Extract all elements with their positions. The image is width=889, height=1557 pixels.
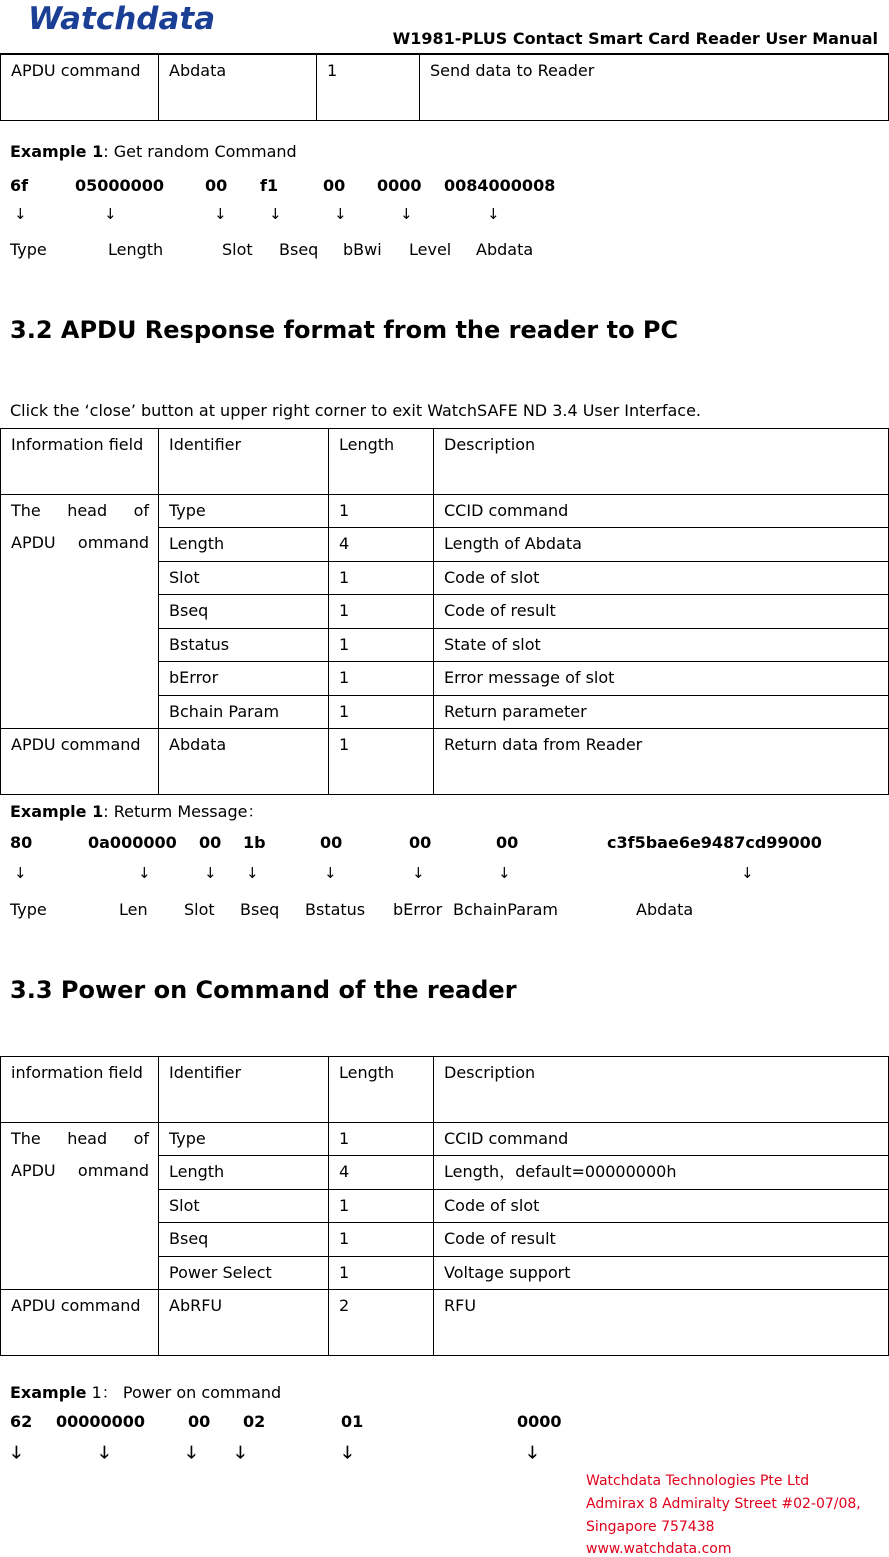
table-cell: 1 xyxy=(329,729,434,795)
footer-company: Watchdata Technologies Pte Ltd xyxy=(586,1473,810,1489)
example-value: 00 xyxy=(323,176,346,195)
table-cell: Code of slot xyxy=(434,1190,889,1223)
table-cell: 1 xyxy=(329,595,434,629)
table-cell: CCID command xyxy=(434,495,889,528)
example-value: 6f xyxy=(10,176,29,195)
group-label: The head of APDU ommand xyxy=(11,1129,149,1180)
example-value: 02 xyxy=(243,1412,266,1431)
table-cell: Code of slot xyxy=(434,562,889,595)
table-cell: Length，default=00000000h xyxy=(434,1156,889,1190)
example-value: 1b xyxy=(243,833,266,852)
table-cell: AbRFU xyxy=(159,1290,329,1356)
table-cell: RFU xyxy=(434,1290,889,1356)
table-header: Length xyxy=(329,429,434,495)
table-cell: State of slot xyxy=(434,629,889,662)
example-text: 1： Power on command xyxy=(86,1383,282,1402)
example-value: f1 xyxy=(260,176,279,195)
table-cell: Send data to Reader xyxy=(420,55,889,121)
example-text: : Returm Message： xyxy=(103,802,264,821)
table-header: information field xyxy=(1,1057,159,1123)
table-cell: 1 xyxy=(317,55,420,121)
section-intro: Click the ‘close’ button at upper right corner to exit WatchSAFE ND 3.4 User Interface. xyxy=(10,401,701,420)
table-cell: 1 xyxy=(329,696,434,729)
table-cell: Slot xyxy=(159,562,329,595)
table-cell: Type xyxy=(159,495,329,528)
table-cell: 1 xyxy=(329,562,434,595)
example-field-name: Type xyxy=(10,240,47,259)
table-cell: Code of result xyxy=(434,595,889,629)
example-field-name: Level xyxy=(409,240,452,259)
footer-website: www.watchdata.com xyxy=(586,1541,732,1557)
table-cell: Type xyxy=(159,1123,329,1156)
down-arrow-icon: ↓ xyxy=(204,864,217,882)
bold-down-arrow-icon: 🡓 xyxy=(12,1443,21,1463)
example-value: 0000 xyxy=(517,1412,562,1431)
example-value: 0a000000 xyxy=(88,833,177,852)
example-field-name: Slot xyxy=(222,240,253,259)
table-cell: 4 xyxy=(329,528,434,562)
down-arrow-icon: ↓ xyxy=(498,864,511,882)
example-value: 05000000 xyxy=(75,176,165,195)
down-arrow-icon: ↓ xyxy=(334,205,347,223)
table-cell: bError xyxy=(159,662,329,696)
table-cell: APDU command xyxy=(1,729,159,795)
example-value: 62 xyxy=(10,1412,33,1431)
example-field-name: Len xyxy=(119,900,148,919)
manual-title: W1981-PLUS Contact Smart Card Reader User Manual xyxy=(392,29,878,48)
table-row xyxy=(1,729,889,795)
table-cell: 1 xyxy=(329,1223,434,1257)
down-arrow-icon: ↓ xyxy=(412,864,425,882)
example-label: Example 1 xyxy=(10,802,104,821)
table-header: Description xyxy=(434,1057,889,1123)
table-header: Length xyxy=(329,1057,434,1123)
table-row xyxy=(1,1123,889,1156)
example-field-name: Bseq xyxy=(240,900,280,919)
example-field-name: bBwi xyxy=(343,240,382,259)
down-arrow-icon: ↓ xyxy=(400,205,413,223)
example-text: : Get random Command xyxy=(103,142,297,161)
example-2-caption xyxy=(10,799,263,822)
down-arrow-icon: ↓ xyxy=(487,205,500,223)
table-header-row xyxy=(1,1057,889,1123)
table-cell: Length xyxy=(159,528,329,562)
table-cell: APDU command xyxy=(1,55,159,121)
table-cell: 1 xyxy=(329,629,434,662)
footer-city: Singapore 757438 xyxy=(586,1519,715,1535)
example-value: 0000 xyxy=(377,176,422,195)
table-cell: Slot xyxy=(159,1190,329,1223)
table-header: Information field xyxy=(1,429,159,495)
table-cell: Bstatus xyxy=(159,629,329,662)
example-field-name: Abdata xyxy=(636,900,694,919)
table-header: Identifier xyxy=(159,1057,329,1123)
example-field-name: Length xyxy=(108,240,164,259)
table-cell: Bchain Param xyxy=(159,696,329,729)
down-arrow-icon: ↓ xyxy=(14,205,27,223)
table-cell: 1 xyxy=(329,1257,434,1290)
bold-down-arrow-icon: 🡓 xyxy=(187,1443,196,1463)
example-value: 00 xyxy=(205,176,228,195)
watchdata-logo xyxy=(28,2,264,36)
example-value: 00000000 xyxy=(56,1412,146,1431)
table-cell: Bseq xyxy=(159,1223,329,1257)
table-header-row xyxy=(1,429,889,495)
footer-address: Admirax 8 Admiralty Street #02-07/08, xyxy=(586,1496,861,1512)
example-value: c3f5bae6e9487cd99000 xyxy=(607,833,822,852)
table-cell: Error message of slot xyxy=(434,662,889,696)
table-cell: 1 xyxy=(329,1190,434,1223)
example-3-caption xyxy=(10,1380,281,1403)
bold-down-arrow-icon: 🡓 xyxy=(100,1443,109,1463)
table-cell: 1 xyxy=(329,1123,434,1156)
example-label: Example 1 xyxy=(10,142,104,161)
table-cell: Code of result xyxy=(434,1223,889,1257)
table-cell: CCID command xyxy=(434,1123,889,1156)
down-arrow-icon: ↓ xyxy=(214,205,227,223)
response-format-table xyxy=(0,428,889,795)
table-row xyxy=(1,495,889,528)
example-field-name: Bstatus xyxy=(305,900,366,919)
group-label-cell xyxy=(1,1123,159,1290)
example-value: 00 xyxy=(320,833,343,852)
down-arrow-icon: ↓ xyxy=(741,864,754,882)
example-field-name: Type xyxy=(10,900,47,919)
example-value: 00 xyxy=(409,833,432,852)
bold-down-arrow-icon: 🡓 xyxy=(528,1443,537,1463)
table-cell: 4 xyxy=(329,1156,434,1190)
example-value: 01 xyxy=(341,1412,364,1431)
table-cell: Bseq xyxy=(159,595,329,629)
down-arrow-icon: ↓ xyxy=(14,864,27,882)
table-cell: 1 xyxy=(329,495,434,528)
table-header: Description xyxy=(434,429,889,495)
table-cell: Return data from Reader xyxy=(434,729,889,795)
apdu-command-table-end xyxy=(0,54,889,121)
table-cell: Length of Abdata xyxy=(434,528,889,562)
group-label: The head of APDU ommand xyxy=(11,501,149,552)
table-cell: Length xyxy=(159,1156,329,1190)
example-value: 80 xyxy=(10,833,33,852)
example-field-name: Abdata xyxy=(476,240,534,259)
down-arrow-icon: ↓ xyxy=(246,864,259,882)
example-value: 00 xyxy=(188,1412,211,1431)
power-on-table xyxy=(0,1056,889,1356)
down-arrow-icon: ↓ xyxy=(104,205,117,223)
example-value: 00 xyxy=(496,833,519,852)
section-heading-3-3: 3.3 Power on Command of the reader xyxy=(10,976,517,1004)
bold-down-arrow-icon: 🡓 xyxy=(236,1443,245,1463)
table-cell: 2 xyxy=(329,1290,434,1356)
example-field-name: Bseq xyxy=(279,240,319,259)
table-header: Identifier xyxy=(159,429,329,495)
down-arrow-icon: ↓ xyxy=(324,864,337,882)
group-label-cell xyxy=(1,495,159,729)
table-cell: Voltage support xyxy=(434,1257,889,1290)
example-field-name: bError xyxy=(393,900,443,919)
example-field-name: BchainParam xyxy=(453,900,559,919)
example-field-name: Slot xyxy=(184,900,215,919)
table-cell: Power Select xyxy=(159,1257,329,1290)
table-cell: Abdata xyxy=(159,55,317,121)
table-cell: Return parameter xyxy=(434,696,889,729)
logo-text: Watchdata xyxy=(28,1,216,37)
example-1-caption xyxy=(10,142,297,161)
example-value: 00 xyxy=(199,833,222,852)
section-heading-3-2: 3.2 APDU Response format from the reader to PC xyxy=(10,316,679,344)
down-arrow-icon: ↓ xyxy=(138,864,151,882)
table-cell: Abdata xyxy=(159,729,329,795)
table-row xyxy=(1,1290,889,1356)
bold-down-arrow-icon: 🡓 xyxy=(343,1443,352,1463)
example-value: 0084000008 xyxy=(444,176,556,195)
table-cell: 1 xyxy=(329,662,434,696)
down-arrow-icon: ↓ xyxy=(269,205,282,223)
table-cell: APDU command xyxy=(1,1290,159,1356)
example-label: Example xyxy=(10,1383,87,1402)
